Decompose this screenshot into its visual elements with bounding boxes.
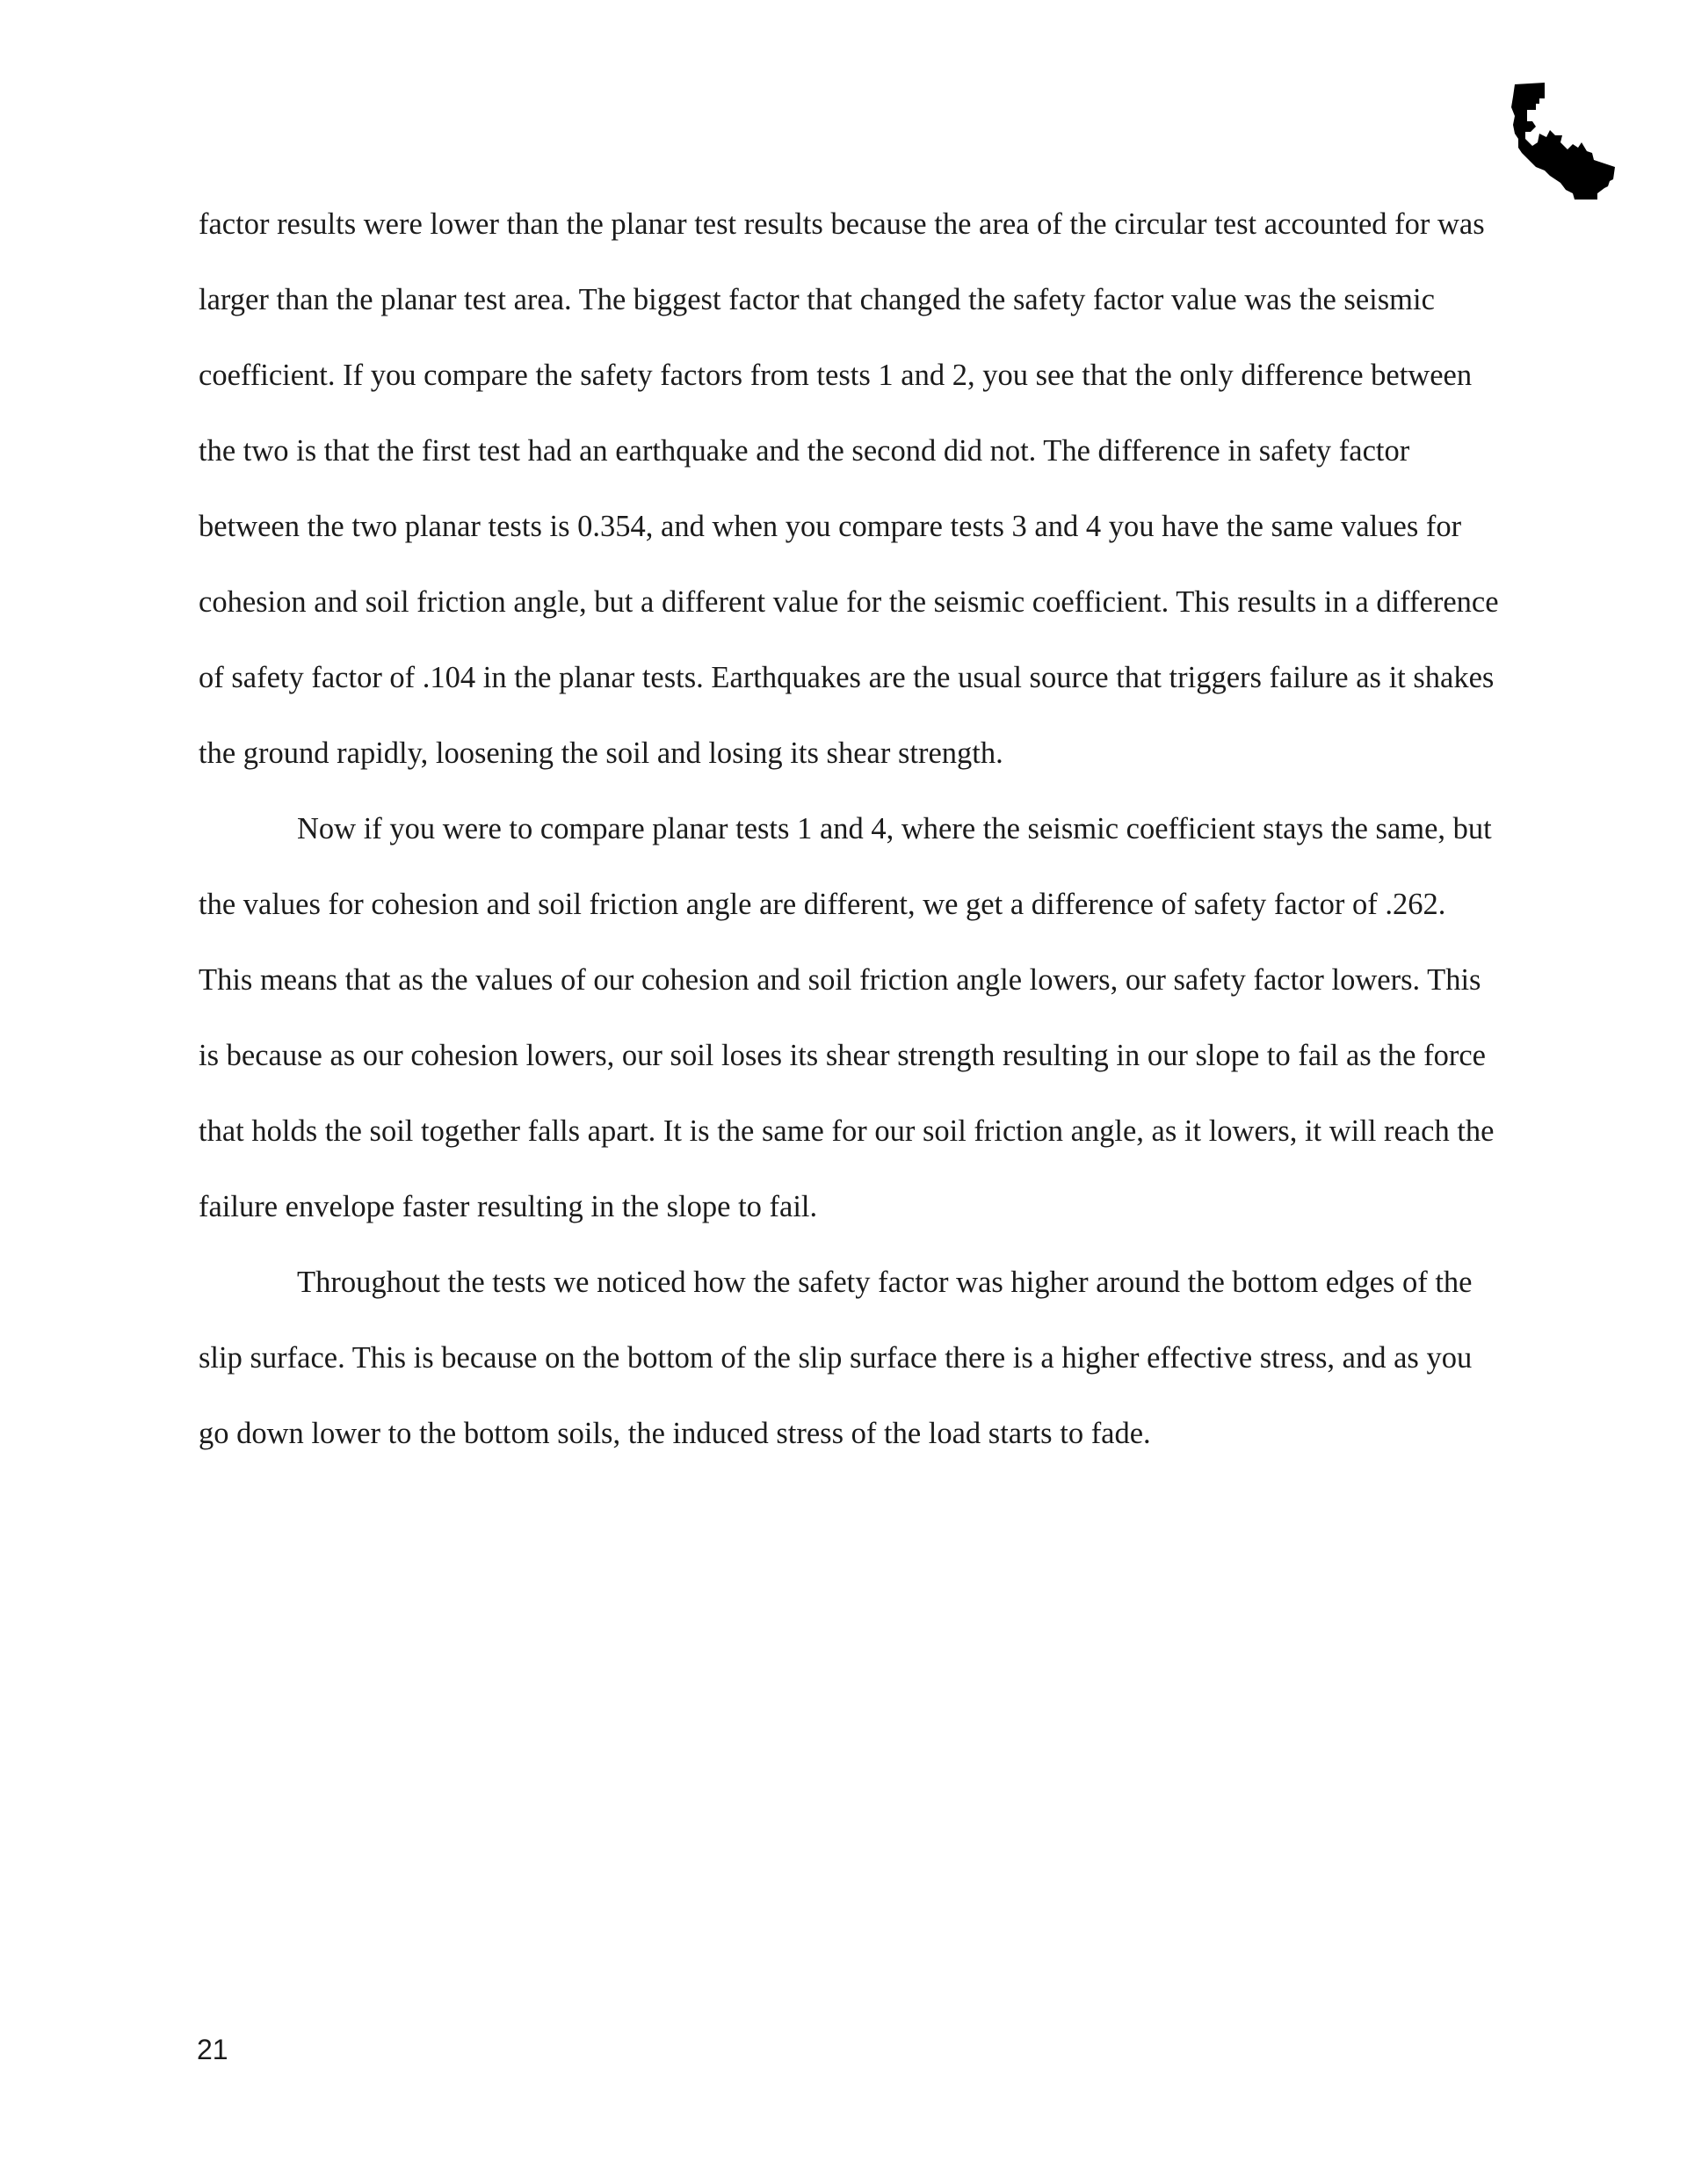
paragraph-1: factor results were lower than the planar test results because the area of the circular test accounted for was larger than the planar test area. The biggest factor that changed the safety factor value was the seismic coefficient. If you compare the safety factors from tests 1 and 2, you see that the only difference between the two is that the first test had an earthquake and the second did not. The difference in safety factor between the two planar tests is 0.354, and when you compare tests 3 and 4 you have the same values for cohesion and soil friction angle, but a different value for the seismic coefficient. This results in a difference of safety factor of .104 in the planar tests. Earthquakes are the usual source that triggers failure as it shakes the ground rapidly, loosening the soil and losing its shear strength. <box>199 207 1499 770</box>
paragraph-2: Now if you were to compare planar tests 1 and 4, where the seismic coefficient stays the same, but the values for cohesion and soil friction angle are different, we get a difference of safety factor of .262. This means that as the values of our cohesion and soil friction angle lowers, our safety factor lowers. This is because as our cohesion lowers, our soil loses its shear strength resulting in our slope to fail as the force that holds the soil together falls apart. It is the same for our soil friction angle, as it lowers, it will reach the failure envelope faster resulting in the slope to fail. <box>199 812 1495 1223</box>
body-text <box>199 186 1499 1471</box>
page-number: 21 <box>197 2034 228 2065</box>
paragraph-3: Throughout the tests we noticed how the safety factor was higher around the bottom edges of the slip surface. This is because on the bottom of the slip surface there is a higher effective stress, and as you go down lower to the bottom soils, the induced stress of the load starts to fade. <box>199 1266 1473 1450</box>
california-logo-icon <box>1510 81 1615 200</box>
